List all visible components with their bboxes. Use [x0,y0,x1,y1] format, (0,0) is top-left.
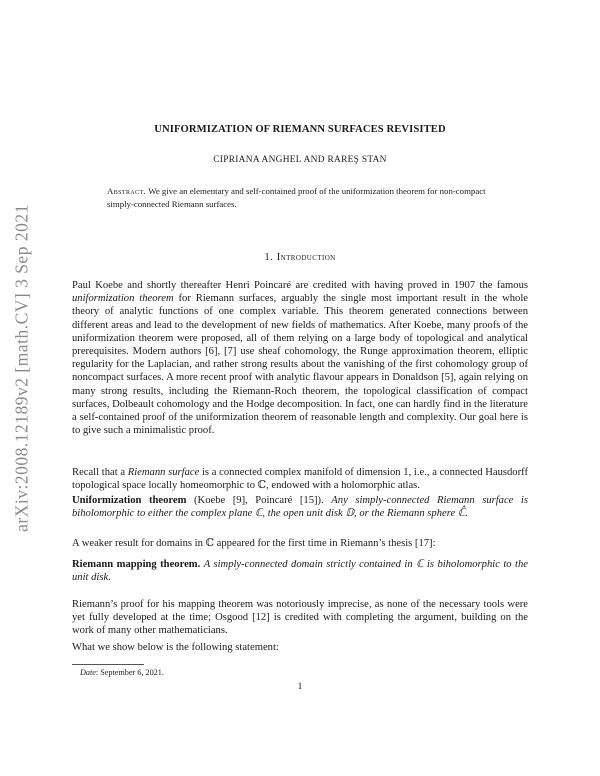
historical-paragraph [72,598,528,638]
riemann-mapping-theorem [72,558,528,584]
riemann-surface-definition [72,466,528,492]
theorem-statement: Any simply-connected Riemann surface is biholomorphic to either the complex plane ℂ, the open unit disk 𝔻, or the Riemann sphere ℂ̂. [72,495,529,520]
section-number: 1. [264,252,274,263]
text-run: What we show below is the following statement: [72,642,279,653]
intro-paragraph [72,279,528,437]
theorem-statement: A simply-connected domain strictly contained in ℂ is biholomorphic to the unit disk. [72,559,528,584]
text-run: Recall that a [72,467,128,478]
footnote-label: Date [80,668,96,677]
arxiv-identifier: arXiv:2008.12189v2 [math.CV] 3 Sep 2021 [11,204,32,532]
theorem-attribution: (Koebe [9], Poincaré [15]). [194,495,324,506]
abstract [107,185,492,210]
page-number: 1 [297,682,303,692]
paper-title: UNIFORMIZATION OF RIEMANN SURFACES REVISITED [154,124,446,135]
section-title: Introduction [276,252,336,263]
footnote [80,668,164,677]
statement-intro [72,641,528,654]
weaker-result-paragraph [72,537,528,550]
abstract-label: Abstract. [107,186,147,196]
text-run: Riemann’s proof for his mapping theorem was notoriously imprecise, as none of the necessary tools were yet fully developed at the time; Osgood [12] is credited with completing the argument, building on the work of many other mathematicians. [72,599,528,637]
uniformization-theorem [72,494,528,520]
text-run: A weaker result for domains in ℂ appeared for the first time in Riemann’s thesis [17]: [72,538,436,549]
emphasis: uniformization theorem [72,293,174,305]
footnote-text: : September 6, 2021. [95,668,164,677]
paper-authors: CIPRIANA ANGHEL AND RAREŞ STAN [213,155,387,165]
text-run: for Riemann surfaces, arguably the single most important result in the whole theory of analytic functions of one complex variable. This theorem generated connections between different areas and lead to the development of new fields of mathematics. After Koebe, many proofs of the uniformization theorem were proposed, all of them relying on a large body of topological and analytical prerequisites. Modern authors [6], [7] use sheaf cohomology, the Runge approximation theorem, elliptic regularity for the Laplacian, and rather strong results about the vanishing of the first cohomology group of noncompact surfaces. A more recent proof with analytic flavour appears in Donaldson [5], again relying on many strong results, including the Riemann-Roch theorem, the topological classification of compact surfaces, Dolbeault cohomology and the Hodge decomposition. In fact, one can hardly find in the literature a self-contained proof of the uniformization theorem of reasonable length and complexity. Our goal here is to give such a minimalistic proof. [72,293,528,437]
footnote-divider [72,664,144,665]
text-run: is a connected complex manifold of dimension 1, i.e., a connected Hausdorff topological space locally homeomorphic to ℂ, endowed with a holomorphic atlas. [72,467,528,492]
emphasis: Riemann surface [127,467,200,478]
theorem-name: Uniformization theorem [72,495,187,506]
text-run: Paul Koebe and shortly thereafter Henri Poincaré are credited with having proved in 1907 the famous [72,280,528,291]
abstract-text: We give an elementary and self-contained proof of the uniformization theorem for non-compact simply-connected Riemann surfaces. [107,186,486,209]
theorem-name: Riemann mapping theorem. [72,559,201,570]
section-heading [0,252,600,263]
